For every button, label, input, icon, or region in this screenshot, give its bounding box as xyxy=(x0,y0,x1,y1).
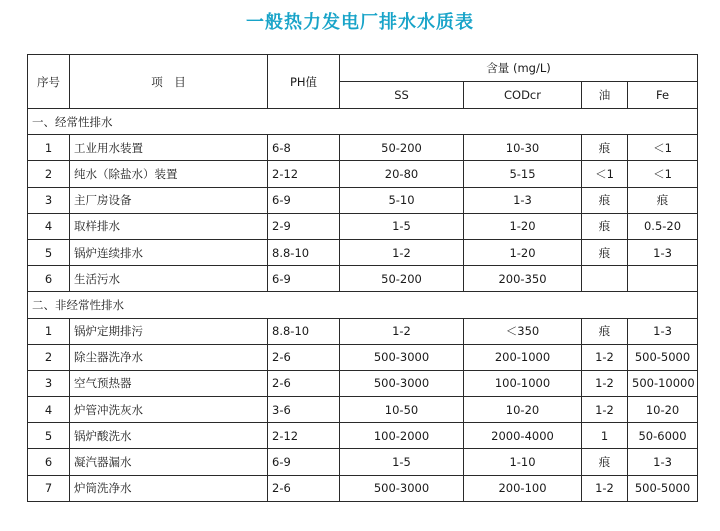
cell-cod: 100-1000 xyxy=(464,370,582,396)
cell-ss: 50-200 xyxy=(340,135,464,161)
cell-cod: 200-1000 xyxy=(464,344,582,370)
table-header xyxy=(28,55,698,109)
cell-fe: 500-5000 xyxy=(628,475,698,501)
table-row xyxy=(28,475,698,501)
cell-item: 炉筒洗净水 xyxy=(70,475,268,501)
cell-ss: 100-2000 xyxy=(340,423,464,449)
table-row xyxy=(28,213,698,239)
cell-oil: 1-2 xyxy=(582,397,628,423)
cell-seq: 3 xyxy=(28,187,70,213)
cell-fe: 500-5000 xyxy=(628,344,698,370)
table-row xyxy=(28,161,698,187)
cell-ss: 1-5 xyxy=(340,213,464,239)
cell-item: 空气预热器 xyxy=(70,370,268,396)
cell-fe: 0.5-20 xyxy=(628,213,698,239)
cell-ss: 50-200 xyxy=(340,266,464,292)
cell-oil: 1-2 xyxy=(582,344,628,370)
cell-item: 锅炉连续排水 xyxy=(70,239,268,265)
cell-cod: 2000-4000 xyxy=(464,423,582,449)
cell-ss: 5-10 xyxy=(340,187,464,213)
cell-ph: 8.8-10 xyxy=(268,239,340,265)
cell-item: 除尘器洗净水 xyxy=(70,344,268,370)
cell-cod: 200-350 xyxy=(464,266,582,292)
cell-ph: 2-6 xyxy=(268,370,340,396)
cell-oil: 1-2 xyxy=(582,370,628,396)
page-title: 一般热力发电厂排水水质表 xyxy=(246,12,474,33)
cell-seq: 1 xyxy=(28,135,70,161)
cell-item: 生活污水 xyxy=(70,266,268,292)
section-row xyxy=(28,292,698,318)
cell-seq: 3 xyxy=(28,370,70,396)
cell-ph: 6-9 xyxy=(268,187,340,213)
table-row xyxy=(28,318,698,344)
table-row xyxy=(28,135,698,161)
cell-seq: 2 xyxy=(28,161,70,187)
table-row xyxy=(28,344,698,370)
cell-oil: 痕 xyxy=(582,187,628,213)
cell-item: 锅炉酸洗水 xyxy=(70,423,268,449)
cell-cod: 5-15 xyxy=(464,161,582,187)
cell-fe: ＜1 xyxy=(628,161,698,187)
cell-seq: 4 xyxy=(28,213,70,239)
cell-seq: 2 xyxy=(28,344,70,370)
cell-oil: 痕 xyxy=(582,318,628,344)
table-row xyxy=(28,187,698,213)
cell-ss: 500-3000 xyxy=(340,370,464,396)
header-fe: Fe xyxy=(628,82,698,109)
table-row xyxy=(28,266,698,292)
cell-seq: 6 xyxy=(28,449,70,475)
cell-ph: 2-6 xyxy=(268,475,340,501)
cell-cod: 10-20 xyxy=(464,397,582,423)
cell-seq: 5 xyxy=(28,239,70,265)
section-label: 一、经常性排水 xyxy=(28,109,698,135)
cell-item: 工业用水装置 xyxy=(70,135,268,161)
section-label: 二、非经常性排水 xyxy=(28,292,698,318)
cell-cod: 10-30 xyxy=(464,135,582,161)
cell-fe xyxy=(628,266,698,292)
table-row xyxy=(28,423,698,449)
cell-cod: 1-10 xyxy=(464,449,582,475)
cell-ss: 20-80 xyxy=(340,161,464,187)
cell-oil: ＜1 xyxy=(582,161,628,187)
cell-ph: 3-6 xyxy=(268,397,340,423)
cell-cod: 200-100 xyxy=(464,475,582,501)
cell-ph: 6-9 xyxy=(268,266,340,292)
cell-oil: 1 xyxy=(582,423,628,449)
cell-cod: ＜350 xyxy=(464,318,582,344)
cell-ss: 500-3000 xyxy=(340,475,464,501)
cell-cod: 1-3 xyxy=(464,187,582,213)
cell-fe: 1-3 xyxy=(628,239,698,265)
cell-oil xyxy=(582,266,628,292)
cell-oil: 痕 xyxy=(582,449,628,475)
cell-item: 纯水（除盐水）装置 xyxy=(70,161,268,187)
section-row xyxy=(28,109,698,135)
header-cod: CODcr xyxy=(464,82,582,109)
cell-ph: 8.8-10 xyxy=(268,318,340,344)
cell-fe: 10-20 xyxy=(628,397,698,423)
header-oil: 油 xyxy=(582,82,628,109)
cell-fe: 痕 xyxy=(628,187,698,213)
cell-ph: 2-6 xyxy=(268,344,340,370)
cell-seq: 6 xyxy=(28,266,70,292)
cell-ss: 10-50 xyxy=(340,397,464,423)
cell-oil: 痕 xyxy=(582,239,628,265)
header-content: 含量 (mg/L) xyxy=(340,55,698,82)
table-row xyxy=(28,397,698,423)
cell-fe: 1-3 xyxy=(628,318,698,344)
header-seq: 序号 xyxy=(28,55,70,109)
cell-oil: 痕 xyxy=(582,135,628,161)
cell-ph: 6-8 xyxy=(268,135,340,161)
table-row xyxy=(28,370,698,396)
cell-item: 主厂房设备 xyxy=(70,187,268,213)
cell-ph: 2-12 xyxy=(268,161,340,187)
cell-seq: 7 xyxy=(28,475,70,501)
header-ss: SS xyxy=(340,82,464,109)
cell-seq: 4 xyxy=(28,397,70,423)
cell-ph: 2-12 xyxy=(268,423,340,449)
cell-oil: 1-2 xyxy=(582,475,628,501)
cell-item: 炉管冲洗灰水 xyxy=(70,397,268,423)
cell-ss: 1-2 xyxy=(340,318,464,344)
cell-fe: ＜1 xyxy=(628,135,698,161)
cell-fe: 500-10000 xyxy=(628,370,698,396)
header-ph: PH值 xyxy=(268,55,340,109)
table-row xyxy=(28,239,698,265)
table-row xyxy=(28,449,698,475)
table-body xyxy=(28,109,698,502)
cell-cod: 1-20 xyxy=(464,213,582,239)
cell-ss: 500-3000 xyxy=(340,344,464,370)
cell-ph: 2-9 xyxy=(268,213,340,239)
cell-seq: 5 xyxy=(28,423,70,449)
cell-ss: 1-2 xyxy=(340,239,464,265)
cell-ph: 6-9 xyxy=(268,449,340,475)
cell-item: 凝汽器漏水 xyxy=(70,449,268,475)
cell-item: 锅炉定期排污 xyxy=(70,318,268,344)
water-quality-table xyxy=(27,54,698,502)
cell-fe: 50-6000 xyxy=(628,423,698,449)
cell-seq: 1 xyxy=(28,318,70,344)
cell-fe: 1-3 xyxy=(628,449,698,475)
header-item: 项 目 xyxy=(70,55,268,109)
cell-cod: 1-20 xyxy=(464,239,582,265)
cell-ss: 1-5 xyxy=(340,449,464,475)
cell-item: 取样排水 xyxy=(70,213,268,239)
cell-oil: 痕 xyxy=(582,213,628,239)
